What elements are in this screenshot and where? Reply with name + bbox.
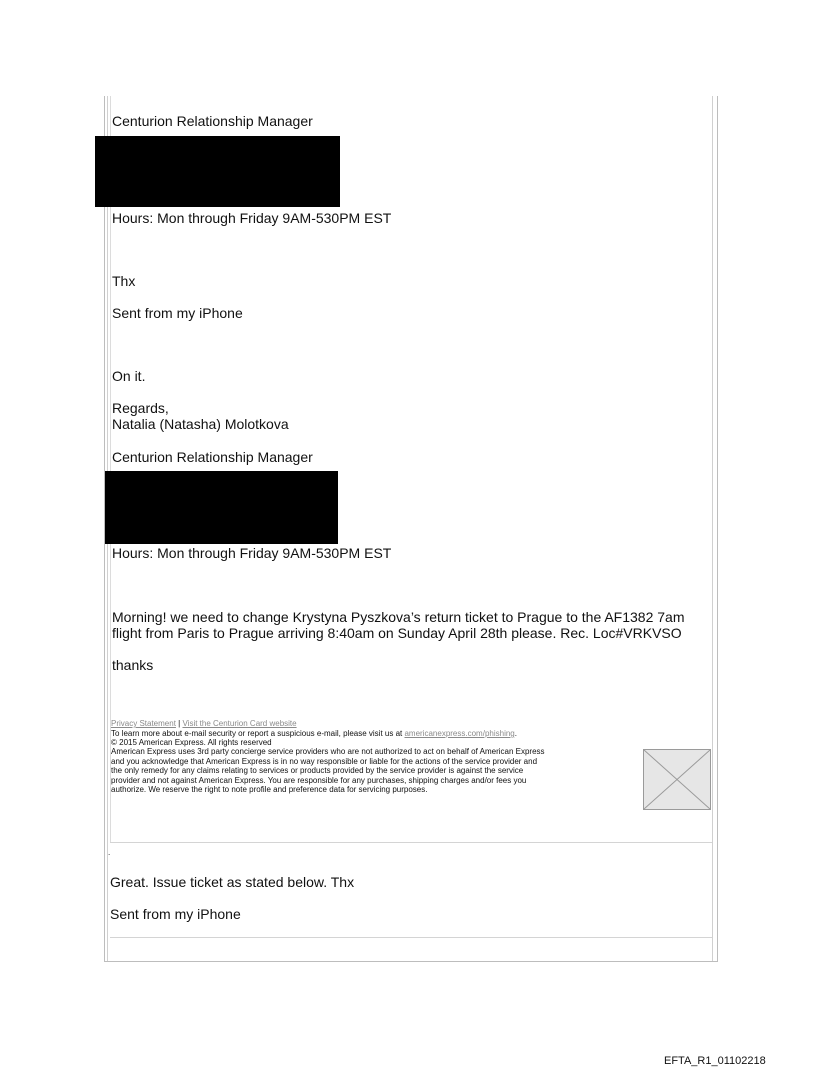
footer-links (111, 719, 297, 728)
frame-bottom-border (104, 961, 718, 962)
reply-body: Thx (112, 273, 136, 289)
signature-title: Centurion Relationship Manager (112, 113, 313, 129)
original-message-line-1: Morning! we need to change Krystyna Pyszkova’s return ticket to Prague to the AF1382 7am (112, 609, 685, 625)
image-placeholder-icon (644, 750, 710, 809)
reply-body: Great. Issue ticket as stated below. Thx (110, 874, 355, 890)
privacy-statement-link[interactable]: Privacy Statement (111, 719, 176, 728)
copyright-line: © 2015 American Express. All rights reserved (111, 738, 272, 747)
sent-from-line: Sent from my iPhone (112, 305, 243, 321)
sent-from-line: Sent from my iPhone (110, 906, 241, 922)
redaction-block (105, 471, 338, 544)
security-notice-text: To learn more about e-mail security or report a suspicious e-mail, please visit us at (111, 729, 403, 738)
phishing-link[interactable]: americanexpress.com/phishing (404, 729, 515, 738)
disclaimer-line: and you acknowledge that American Express is in no way responsible or liable for the actions of the service provider and (111, 756, 538, 766)
signature-hours: Hours: Mon through Friday 9AM-530PM EST (112, 545, 392, 561)
redaction-block (95, 136, 340, 207)
section-divider (110, 842, 712, 843)
centurion-website-link[interactable]: Visit the Centurion Card website (182, 719, 297, 728)
disclaimer-line: provider and not against American Express. You are responsible for any purchases, shipping charges and/or fees you (111, 775, 527, 785)
disclaimer-line: authorize. We reserve the right to note profile and preference data for servicing purposes. (111, 785, 428, 794)
signature-title: Centurion Relationship Manager (112, 449, 313, 465)
broken-image-placeholder (643, 749, 711, 810)
signature-hours: Hours: Mon through Friday 9AM-530PM EST (112, 210, 392, 226)
right-frame-border (712, 96, 718, 962)
sender-name: Natalia (Natasha) Molotkova (112, 416, 289, 432)
document-id: EFTA_R1_01102218 (664, 1055, 766, 1067)
disclaimer-line: the only remedy for any claims relating to services or products provided by the service provider is against the service (111, 766, 524, 775)
reply-body: On it. (112, 368, 146, 384)
section-divider (110, 937, 712, 938)
regards-line: Regards, (112, 400, 169, 416)
security-notice (111, 729, 517, 738)
thanks-line: thanks (112, 657, 154, 673)
disclaimer-line: American Express uses 3rd party concierge service providers who are not authorized to act on behalf of American Express (111, 747, 545, 756)
original-message-line-2: flight from Paris to Prague arriving 8:40am on Sunday April 28th please. Rec. Loc#VRKVSO (112, 625, 682, 641)
security-notice-end: . (514, 729, 517, 738)
dot-marker: . (108, 848, 111, 857)
link-separator: | (178, 719, 181, 728)
